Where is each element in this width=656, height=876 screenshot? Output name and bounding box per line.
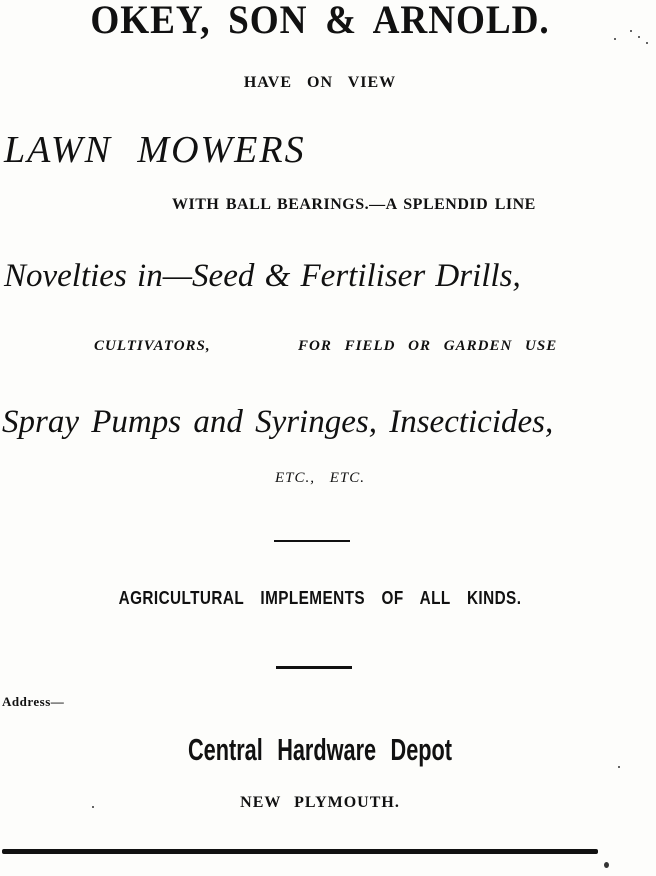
- print-speck: [92, 806, 94, 808]
- town-name: NEW PLYMOUTH.: [240, 794, 400, 811]
- ball-bearings-note: WITH BALL BEARINGS.—A SPLENDID LINE: [172, 196, 536, 213]
- address-label: Address—: [2, 694, 65, 709]
- field-garden-use-text: FOR FIELD OR GARDEN USE: [298, 338, 558, 354]
- implements-text: AGRICULTURAL IMPLEMENTS OF ALL KINDS.: [118, 588, 522, 608]
- intro-text: HAVE ON VIEW: [243, 74, 397, 91]
- divider-rule-1: [274, 540, 350, 542]
- print-speck: [614, 38, 616, 40]
- firm-name: OKEY, SON & ARNOLD.: [90, 0, 550, 42]
- divider-rule-2: [276, 666, 352, 669]
- print-speck: [630, 30, 632, 32]
- spray-pumps-heading: Spray Pumps and Syringes, Insecticides,: [2, 404, 554, 440]
- print-speck: [618, 766, 620, 768]
- cultivators-text: CULTIVATORS,: [94, 338, 211, 354]
- print-speck: [638, 36, 640, 38]
- bottom-border-rule: [2, 849, 598, 854]
- print-speck: [646, 42, 648, 44]
- lawn-mowers-heading: LAWN MOWERS: [4, 129, 306, 171]
- etc-text: ETC., ETC.: [274, 470, 366, 486]
- novelties-heading: Novelties in—Seed & Fertiliser Drills,: [4, 258, 521, 294]
- depot-name: Central Hardware Depot: [187, 732, 452, 767]
- print-speck: [604, 862, 609, 868]
